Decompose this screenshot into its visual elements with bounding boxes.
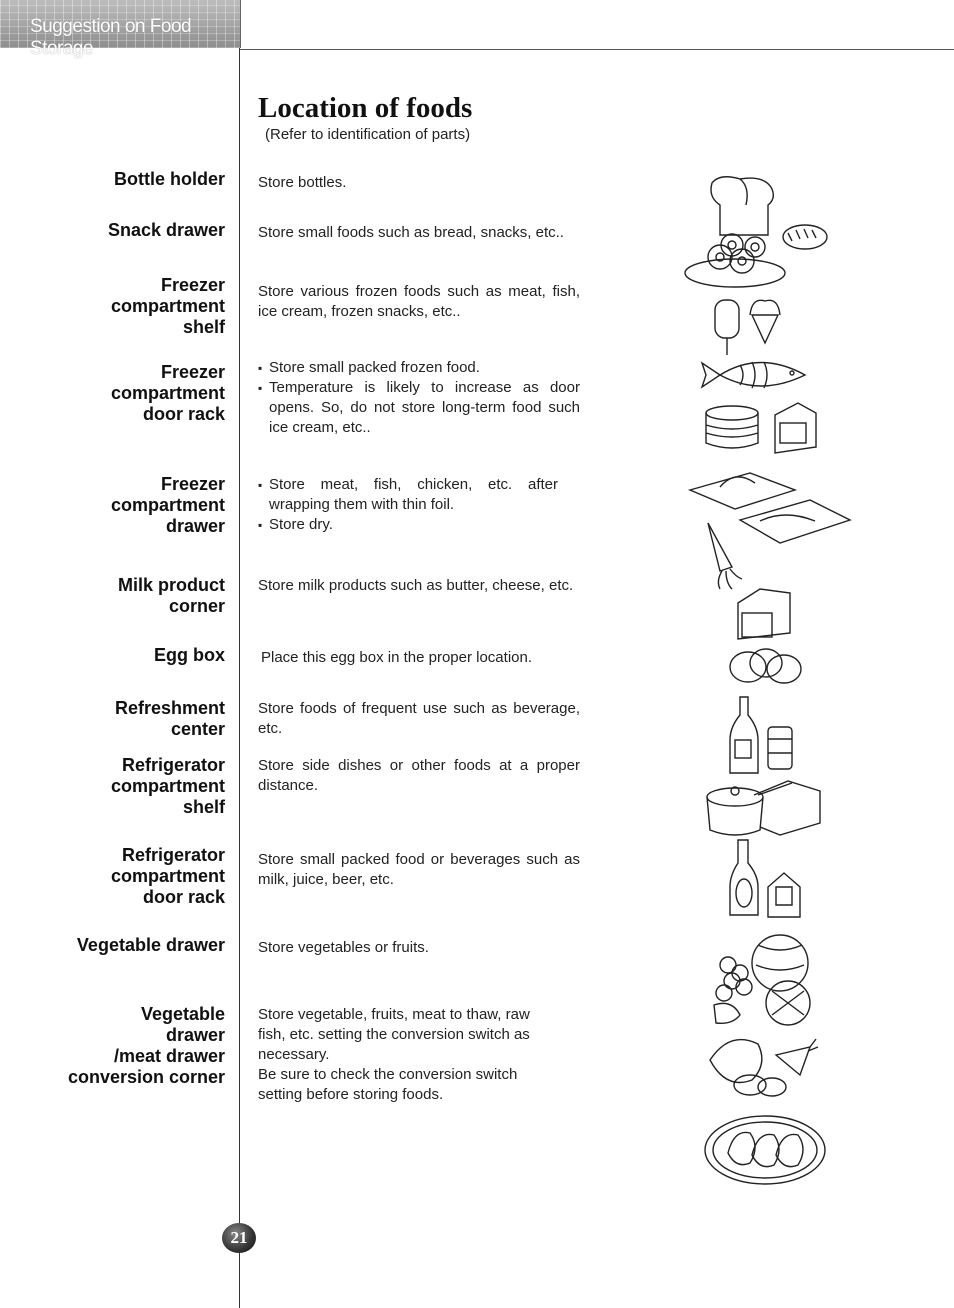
bread-icon [711, 177, 827, 249]
header-divider [240, 49, 954, 50]
label-conversion-corner: Vegetable drawer /meat drawer conversion corner [67, 1004, 225, 1087]
label-egg-box: Egg box [154, 645, 225, 665]
milk-icon [730, 840, 800, 917]
label-freezer-door-rack: Freezer compartment door rack [110, 362, 225, 424]
section-tab [0, 0, 241, 59]
label-refrigerator-door-rack: Refrigerator compartment door rack [110, 845, 225, 907]
bullet-item: ▪ Store meat, fish, chicken, etc. after wrapping them with thin foil. [258, 475, 558, 515]
label-refreshment-center: Refreshment center [114, 698, 225, 739]
squid-icon [708, 523, 742, 589]
desc-egg-box: Place this egg box in the proper location. [261, 649, 533, 666]
fish-icon [702, 362, 805, 388]
desc-milk-product-corner: Store milk products such as butter, cheese, etc. [258, 577, 574, 594]
label-refrigerator-shelf: Refrigerator compartment shelf [110, 755, 225, 817]
beverage-icon [730, 697, 792, 773]
desc-refrigerator-shelf: Store side dishes or other foods at a proper distance. [258, 757, 580, 794]
desc-vegetable-drawer: Store vegetables or fruits. [258, 939, 429, 956]
section-tab-label: Suggestion on Food Storage [30, 16, 192, 59]
label-freezer-shelf: Freezer compartment shelf [110, 275, 225, 337]
label-snack-drawer: Snack drawer [107, 220, 225, 240]
page-number-badge: 21 [222, 1223, 256, 1253]
bullet-item: ▪ Store dry. [258, 515, 558, 535]
steak-plate-icon [705, 1116, 825, 1184]
donuts-icon [685, 234, 785, 287]
desc-conversion-corner: Store vegetable, fruits, meat to thaw, raw fish, etc. setting the conversion switch as necessary. Be sure to check the conversion switch setting before storing foods. [258, 1006, 530, 1103]
label-milk-product-corner: Milk product corner [118, 575, 225, 616]
butter-icon [738, 589, 790, 639]
label-bottle-holder: Bottle holder [114, 169, 225, 189]
column-divider [239, 48, 240, 1308]
page-title: Location of foods [258, 92, 473, 124]
ice-cream-icon [715, 300, 780, 355]
desc-freezer-door-rack [258, 358, 580, 438]
wrapped-meat-icon [690, 473, 850, 543]
desc-freezer-drawer [258, 475, 558, 535]
side-dishes-icon [707, 781, 820, 835]
eggs-icon [730, 649, 801, 683]
desc-snack-drawer: Store small foods such as bread, snacks, etc.. [258, 224, 564, 241]
desc-refrigerator-door-rack: Store small packed food or beverages such as milk, juice, beer, etc. [258, 851, 580, 888]
fruits-icon [714, 935, 810, 1025]
label-freezer-drawer: Freezer compartment drawer [110, 474, 225, 536]
desc-bottle-holder: Store bottles. [258, 174, 347, 191]
label-vegetable-drawer: Vegetable drawer [76, 935, 225, 955]
vegetables-icon [710, 1039, 818, 1096]
desc-refreshment-center: Store foods of frequent use such as beverage, etc. [258, 700, 580, 737]
page-subtitle: (Refer to identification of parts) [265, 126, 471, 143]
frozen-packages-icon [706, 403, 816, 453]
desc-freezer-shelf: Store various frozen foods such as meat, fish, ice cream, frozen snacks, etc.. [258, 283, 580, 320]
food-illustrations [680, 175, 855, 1195]
bullet-item: ▪ Temperature is likely to increase as door opens. So, do not store long-term food such ice cream, etc.. [258, 378, 580, 438]
bullet-item: ▪ Store small packed frozen food. [258, 358, 580, 378]
